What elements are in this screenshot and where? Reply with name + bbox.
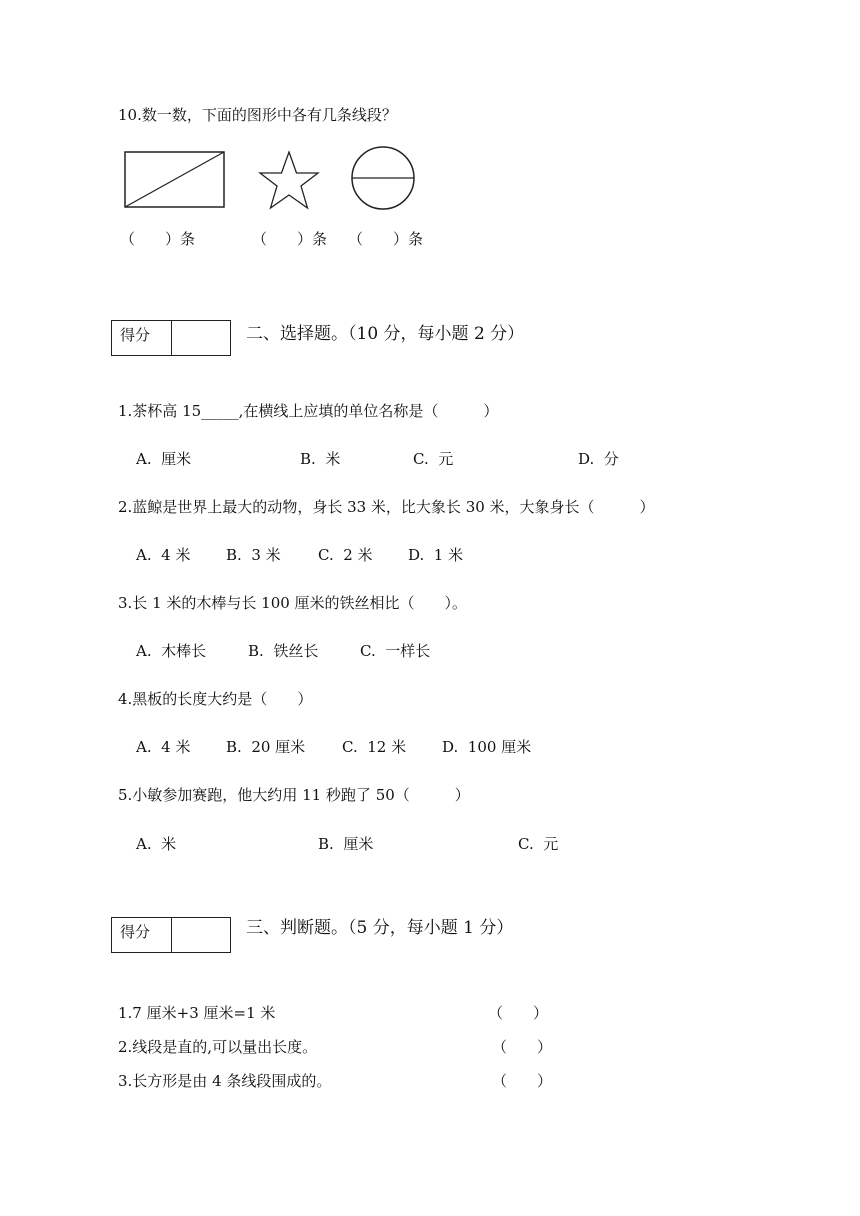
score-label: 得分	[112, 321, 172, 355]
section2-title: 二、选择题。（10 分，每小题 2 分）	[246, 324, 525, 344]
s2-q5-text: 5.小敏参加赛跑，他大约用 11 秒跑了 50（ ）	[118, 786, 470, 804]
s2-q4-option-d[interactable]: D. 100 厘米	[442, 738, 532, 756]
section3-title: 三、判断题。（5 分，每小题 1 分）	[246, 918, 514, 938]
s2-q4-option-c[interactable]: C. 12 米	[342, 738, 407, 756]
s3-item1-text: 1.7 厘米+3 厘米=1 米	[118, 1004, 276, 1022]
s3-item2-text: 2.线段是直的,可以量出长度。	[118, 1038, 318, 1056]
s3-item1-blank[interactable]: （ ）	[488, 1004, 549, 1022]
s2-q5-option-c[interactable]: C. 元	[518, 835, 559, 853]
s3-item2-blank[interactable]: （ ）	[492, 1038, 553, 1056]
s2-q2-option-c[interactable]: C. 2 米	[318, 546, 373, 564]
s3-item3-text: 3.长方形是由 4 条线段围成的。	[118, 1072, 332, 1090]
q10-answer-circle[interactable]: （ ）条	[348, 230, 424, 248]
q10-answer-star[interactable]: （ ）条	[252, 230, 328, 248]
section3-score-box	[111, 917, 231, 953]
s2-q2-option-b[interactable]: B. 3 米	[226, 546, 281, 564]
s2-q3-option-a[interactable]: A. 木棒长	[136, 642, 207, 660]
s2-q3-text: 3.长 1 米的木棒与长 100 厘米的铁丝相比（ ）。	[118, 594, 468, 612]
circle-with-diameter-figure	[350, 145, 416, 211]
score-blank[interactable]	[172, 918, 230, 952]
rectangle-with-diagonal-figure	[124, 151, 226, 209]
q10-question: 10.数一数，下面的图形中各有几条线段？	[118, 106, 397, 124]
s2-q3-option-b[interactable]: B. 铁丝长	[248, 642, 319, 660]
s2-q4-option-b[interactable]: B. 20 厘米	[226, 738, 306, 756]
s2-q1-option-b[interactable]: B. 米	[300, 450, 341, 468]
s2-q2-text: 2.蓝鲸是世界上最大的动物，身长 33 米，比大象长 30 米，大象身长（ ）	[118, 498, 655, 516]
section2-score-box	[111, 320, 231, 356]
s2-q4-text: 4.黑板的长度大约是（ ）	[118, 690, 313, 708]
score-blank[interactable]	[172, 321, 230, 355]
s2-q3-option-c[interactable]: C. 一样长	[360, 642, 431, 660]
s2-q5-option-b[interactable]: B. 厘米	[318, 835, 374, 853]
s2-q2-option-a[interactable]: A. 4 米	[136, 546, 191, 564]
s2-q1-text: 1.茶杯高 15_____,在横线上应填的单位名称是（ ）	[118, 402, 499, 420]
star-figure	[256, 150, 322, 212]
s2-q1-option-a[interactable]: A. 厘米	[136, 450, 192, 468]
s2-q2-option-d[interactable]: D. 1 米	[408, 546, 464, 564]
s2-q1-option-c[interactable]: C. 元	[413, 450, 454, 468]
s3-item3-blank[interactable]: （ ）	[492, 1072, 553, 1090]
s2-q5-option-a[interactable]: A. 米	[136, 835, 177, 853]
s2-q4-option-a[interactable]: A. 4 米	[136, 738, 191, 756]
score-label: 得分	[112, 918, 172, 952]
q10-answer-rectangle[interactable]: （ ）条	[120, 230, 196, 248]
s2-q1-option-d[interactable]: D. 分	[578, 450, 619, 468]
